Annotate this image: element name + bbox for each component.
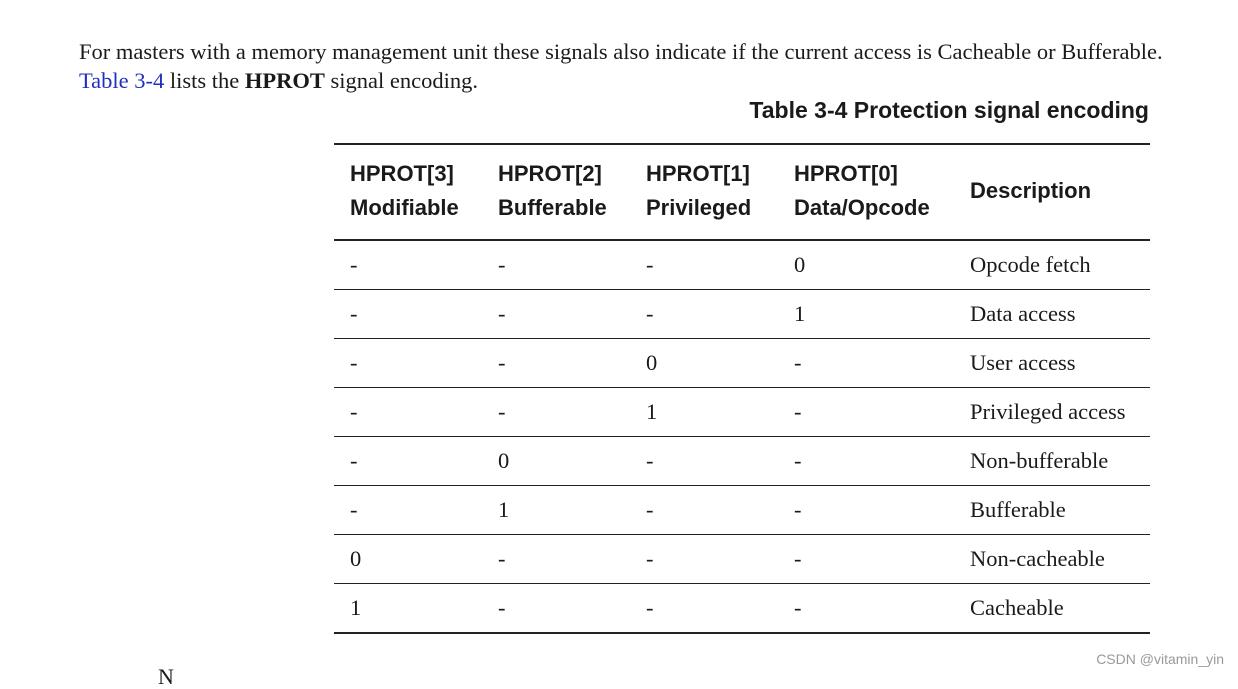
header-row bbox=[334, 144, 1150, 240]
table-row bbox=[334, 584, 1150, 634]
table-row bbox=[334, 437, 1150, 486]
table-cell: 0 bbox=[482, 437, 630, 486]
table-cell: Opcode fetch bbox=[954, 240, 1150, 290]
hprot-bold: HPROT bbox=[244, 67, 325, 93]
table-row bbox=[334, 339, 1150, 388]
table-row bbox=[334, 290, 1150, 339]
table-cell: Non-bufferable bbox=[954, 437, 1150, 486]
table-cell: 1 bbox=[482, 486, 630, 535]
header-hprot1-line2: Privileged bbox=[646, 195, 752, 220]
table-cell: - bbox=[482, 339, 630, 388]
table-cell: - bbox=[630, 535, 778, 584]
table-cell: Privileged access bbox=[954, 388, 1150, 437]
table-cell: - bbox=[334, 240, 482, 290]
table-cell: - bbox=[778, 584, 954, 634]
header-hprot0-line1: HPROT[0] bbox=[794, 161, 898, 186]
table-caption: Table 3-4 Protection signal encoding bbox=[749, 97, 1149, 123]
table-cell: - bbox=[630, 290, 778, 339]
header-hprot1-line1: HPROT[1] bbox=[646, 161, 750, 186]
table-cell: 1 bbox=[334, 584, 482, 634]
table-cell: Data access bbox=[954, 290, 1150, 339]
table-row bbox=[334, 388, 1150, 437]
table-cell: - bbox=[334, 339, 482, 388]
header-hprot2 bbox=[482, 144, 630, 240]
header-hprot0-line2: Data/Opcode bbox=[794, 195, 930, 220]
paragraph-text-1: For masters with a memory management unit these signals also indicate if the current access is Cacheable or Bufferable. bbox=[79, 38, 1163, 64]
paragraph-text-3: signal encoding. bbox=[324, 67, 479, 93]
header-hprot1 bbox=[630, 144, 778, 240]
header-hprot3 bbox=[334, 144, 482, 240]
table-cell: - bbox=[334, 486, 482, 535]
table-cell: User access bbox=[954, 339, 1150, 388]
table-cell: Cacheable bbox=[954, 584, 1150, 634]
table-cell: - bbox=[778, 535, 954, 584]
table-cell: - bbox=[334, 290, 482, 339]
table-cell: - bbox=[630, 584, 778, 634]
table-row bbox=[334, 240, 1150, 290]
header-description-line1: Description bbox=[970, 178, 1092, 203]
paragraph-text-2: lists the bbox=[164, 67, 245, 93]
table-cell: - bbox=[778, 339, 954, 388]
intro-paragraph bbox=[79, 37, 1179, 95]
header-description bbox=[954, 144, 1150, 240]
table-3-4-link[interactable]: Table 3-4 bbox=[79, 67, 165, 93]
table-cell: - bbox=[482, 535, 630, 584]
header-hprot3-line2: Modifiable bbox=[350, 195, 459, 220]
table-row bbox=[334, 535, 1150, 584]
cut-off-text-fragment: N bbox=[158, 664, 174, 689]
csdn-watermark: CSDN @vitamin_yin bbox=[1096, 651, 1224, 667]
header-hprot0 bbox=[778, 144, 954, 240]
header-hprot2-line1: HPROT[2] bbox=[498, 161, 602, 186]
table-cell: Non-cacheable bbox=[954, 535, 1150, 584]
table-row bbox=[334, 486, 1150, 535]
table-cell: - bbox=[482, 584, 630, 634]
table-cell: - bbox=[630, 486, 778, 535]
table-cell: - bbox=[630, 240, 778, 290]
header-hprot3-line1: HPROT[3] bbox=[350, 161, 454, 186]
table-cell: - bbox=[334, 437, 482, 486]
protection-encoding-table bbox=[334, 143, 1150, 634]
table-cell: 0 bbox=[334, 535, 482, 584]
table-cell: - bbox=[778, 486, 954, 535]
table-cell: - bbox=[778, 437, 954, 486]
table-cell: 0 bbox=[778, 240, 954, 290]
table-cell: 1 bbox=[630, 388, 778, 437]
table-cell: - bbox=[630, 437, 778, 486]
table-cell: - bbox=[482, 388, 630, 437]
header-hprot2-line2: Bufferable bbox=[498, 195, 607, 220]
table-cell: 0 bbox=[630, 339, 778, 388]
table-cell: - bbox=[482, 290, 630, 339]
table-cell: 1 bbox=[778, 290, 954, 339]
table-cell: - bbox=[334, 388, 482, 437]
table-cell: Bufferable bbox=[954, 486, 1150, 535]
table-cell: - bbox=[482, 240, 630, 290]
table-cell: - bbox=[778, 388, 954, 437]
